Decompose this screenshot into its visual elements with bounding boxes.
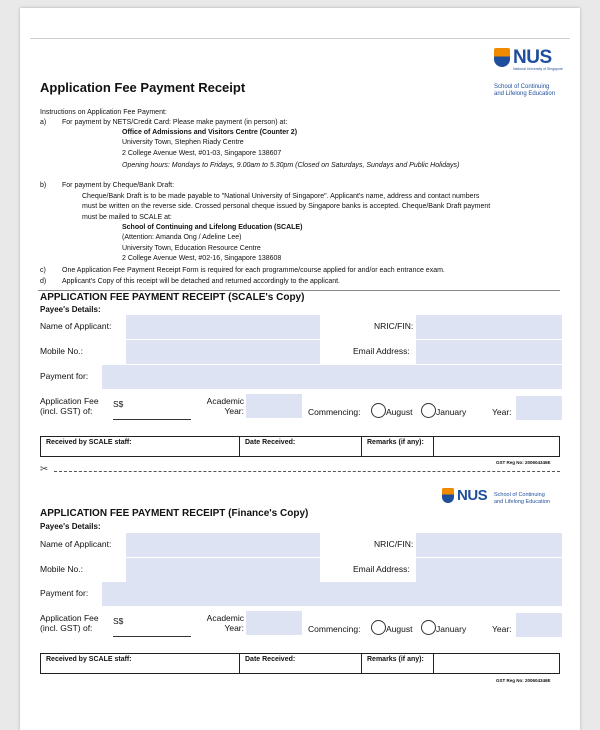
nus-crest-icon xyxy=(442,488,454,503)
receipt-scale-name-field[interactable] xyxy=(126,315,320,339)
nus-logo-2 xyxy=(442,488,487,503)
document-page xyxy=(20,8,580,730)
nus-logo-word: NUS xyxy=(513,47,552,68)
scale-logo-text: School of Continuing and Lifelong Education xyxy=(494,84,556,97)
receipt-finance-nric-label: NRIC/FIN: xyxy=(374,539,414,549)
receipt-finance-academic-year-field[interactable] xyxy=(246,611,302,635)
receipt-scale-email-field[interactable] xyxy=(416,340,562,364)
nus-logo xyxy=(494,48,563,71)
receipt-finance-august-radio[interactable] xyxy=(371,620,386,635)
receipt-finance-mobile-label: Mobile No.: xyxy=(40,564,83,574)
receipt-scale-payment-label: Payment for: xyxy=(40,371,89,381)
receipt-scale-date-label: Date Received: xyxy=(245,439,296,446)
receipt-scale-staff-label: Received by SCALE staff: xyxy=(46,439,132,446)
receipt-finance-academic-label: Academic Year: xyxy=(206,613,244,633)
instruction-b-school: School of Continuing and Lifelong Education (SCALE) xyxy=(122,224,303,231)
instruction-b-text: For payment by Cheque/Bank Draft: xyxy=(62,182,175,189)
receipt-scale-fee-label: Application Fee (incl. GST) of: xyxy=(40,396,99,416)
instruction-b-marker: b) xyxy=(40,182,47,189)
receipt-scale-academic-year-field[interactable] xyxy=(246,394,302,418)
receipt-finance-january-radio[interactable] xyxy=(421,620,436,635)
instruction-b-addr1: University Town, Education Resource Centre xyxy=(122,245,261,252)
receipt-scale-remarks-label: Remarks (if any): xyxy=(367,439,424,446)
receipt-scale-january-label: January xyxy=(436,407,467,417)
receipt-scale-academic-label: Academic Year: xyxy=(206,396,244,416)
receipt-scale-email-label: Email Address: xyxy=(353,346,410,356)
instruction-b-attn: (Attention: Amanda Ong / Adeline Lee) xyxy=(122,234,242,241)
receipt-scale-nric-field[interactable] xyxy=(416,315,562,339)
instruction-d-text: Applicant's Copy of this receipt will be detached and returned accordingly to the applicant. xyxy=(62,278,341,285)
receipt-finance-payee-heading: Payee's Details: xyxy=(40,522,101,531)
instruction-a-marker: a) xyxy=(40,119,47,126)
receipt-scale-mobile-label: Mobile No.: xyxy=(40,346,83,356)
receipt-scale-fee-line[interactable] xyxy=(113,419,191,420)
receipt-finance-january-label: January xyxy=(436,624,467,634)
receipt-finance-year-label: Year: xyxy=(492,624,512,634)
receipt-finance-year-field[interactable] xyxy=(516,613,562,637)
receipt-scale-mobile-field[interactable] xyxy=(126,340,320,364)
receipt-finance-name-field[interactable] xyxy=(126,533,320,557)
receipt-finance-remarks-label: Remarks (if any): xyxy=(367,656,424,663)
nus-logo-word-2: NUS xyxy=(457,487,488,504)
receipt-finance-staff-label: Received by SCALE staff: xyxy=(46,656,132,663)
receipt-scale-gst: GST Reg No: 200604346E xyxy=(496,460,551,465)
receipt-scale-august-radio[interactable] xyxy=(371,403,386,418)
receipt-finance-date-label: Date Received: xyxy=(245,656,296,663)
receipt-scale-name-label: Name of Applicant: xyxy=(40,321,112,331)
top-rule xyxy=(30,38,570,39)
receipt-finance-title: APPLICATION FEE PAYMENT RECEIPT (Finance's Copy) xyxy=(40,508,309,519)
receipt-finance-currency: S$ xyxy=(113,616,124,626)
instruction-d-marker: d) xyxy=(40,278,47,285)
receipt-finance-email-field[interactable] xyxy=(416,558,562,582)
receipt-scale-commencing-label: Commencing: xyxy=(308,407,361,417)
nus-logo-subtitle: National University of Singapore xyxy=(513,67,563,71)
instruction-a-hours: Opening hours: Mondays to Fridays, 9.00am to 5.30pm (Closed on Saturdays, Sundays and Public Holidays) xyxy=(122,162,460,169)
receipt-finance-fee-label: Application Fee (incl. GST) of: xyxy=(40,613,99,633)
receipt-finance-mobile-field[interactable] xyxy=(126,558,320,582)
receipt-finance-commencing-label: Commencing: xyxy=(308,624,361,634)
nus-crest-icon xyxy=(494,48,510,67)
receipt-scale-year-field[interactable] xyxy=(516,396,562,420)
instruction-a-text: For payment by NETS/Credit Card: Please make payment (in person) at: xyxy=(62,119,288,126)
receipt-finance-payment-field[interactable] xyxy=(102,582,562,606)
receipt-finance-gst: GST Reg No: 200604346E xyxy=(496,678,551,683)
instructions-divider xyxy=(38,290,560,291)
receipt-scale-currency: S$ xyxy=(113,399,124,409)
instruction-a-addr1: University Town, Stephen Riady Centre xyxy=(122,139,244,146)
receipt-scale-staff-box xyxy=(40,436,560,457)
instruction-a-addr2: 2 College Avenue West, #01-03, Singapore 138607 xyxy=(122,150,282,157)
receipt-finance-nric-field[interactable] xyxy=(416,533,562,557)
receipt-finance-email-label: Email Address: xyxy=(353,564,410,574)
receipt-scale-nric-label: NRIC/FIN: xyxy=(374,321,414,331)
instruction-a-office: Office of Admissions and Visitors Centre (Counter 2) xyxy=(122,129,298,136)
receipt-scale-august-label: August xyxy=(386,407,413,417)
scissors-icon: ✂ xyxy=(40,464,49,475)
instruction-b-line3: must be mailed to SCALE at: xyxy=(82,214,172,221)
instruction-c-text: One Application Fee Payment Receipt Form is required for each programme/course applied for and/or each entrance exam. xyxy=(62,267,445,274)
receipt-finance-august-label: August xyxy=(386,624,413,634)
scale-logo-text-2: School of Continuing and Lifelong Education xyxy=(494,492,550,505)
instruction-b-line1: Cheque/Bank Draft is to be made payable to "National University of Singapore". Applicant's name, address and contact numbers xyxy=(82,193,480,200)
receipt-finance-fee-line[interactable] xyxy=(113,636,191,637)
receipt-scale-payee-heading: Payee's Details: xyxy=(40,305,101,314)
instruction-b-addr2: 2 College Avenue West, #02-16, Singapore 138608 xyxy=(122,255,282,262)
instructions-heading: Instructions on Application Fee Payment: xyxy=(40,109,167,116)
receipt-finance-name-label: Name of Applicant: xyxy=(40,539,112,549)
receipt-scale-title: APPLICATION FEE PAYMENT RECEIPT (SCALE's Copy) xyxy=(40,292,305,303)
receipt-finance-staff-box xyxy=(40,653,560,674)
instruction-b-line2: must be written on the reverse side. Crossed personal cheque issued by Singapore banks is accepted. Cheque/Bank Draft payment xyxy=(82,203,491,210)
page-title: Application Fee Payment Receipt xyxy=(40,80,246,95)
instruction-c-marker: c) xyxy=(40,267,46,274)
receipt-finance-payment-label: Payment for: xyxy=(40,588,89,598)
receipt-scale-year-label: Year: xyxy=(492,407,512,417)
receipt-scale-january-radio[interactable] xyxy=(421,403,436,418)
receipt-scale-payment-field[interactable] xyxy=(102,365,562,389)
cut-line xyxy=(54,471,560,472)
